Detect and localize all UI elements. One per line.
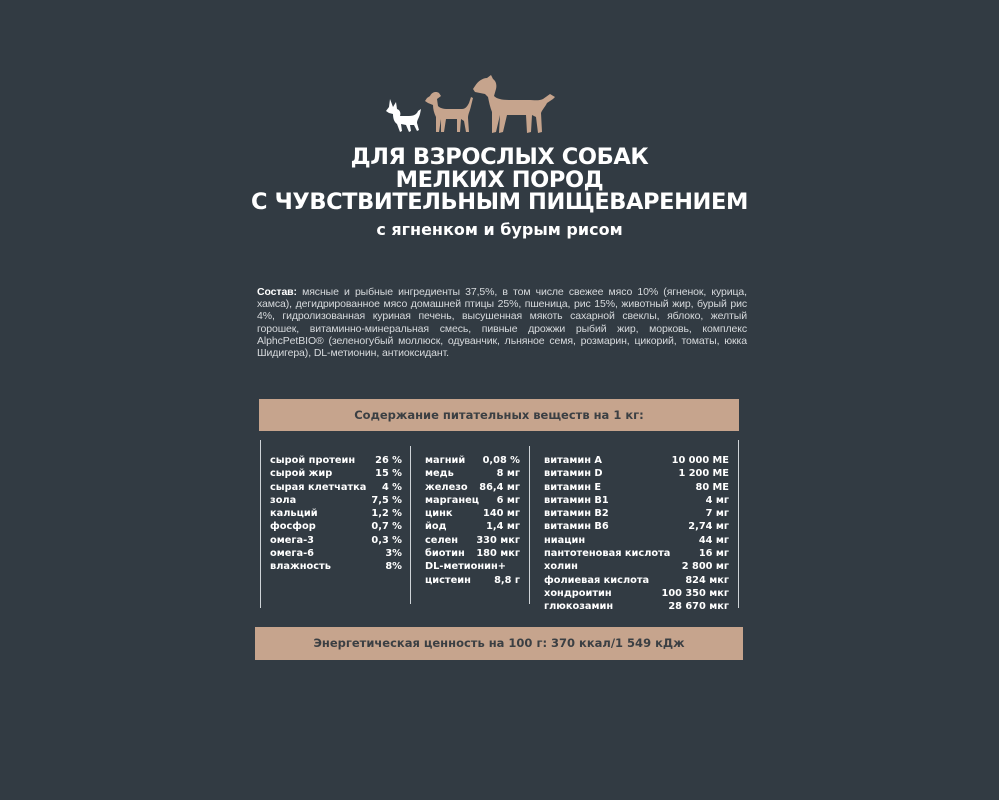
title-line: ДЛЯ ВЗРОСЛЫХ СОБАК <box>350 144 649 170</box>
nutrient-value: 15 % <box>375 468 402 480</box>
medium-dog-icon <box>424 88 476 136</box>
nutrient-name: витамин D <box>544 468 603 480</box>
nutrient-row <box>425 467 520 480</box>
nutrient-name: кальций <box>270 508 318 520</box>
nutrient-value: 140 мг <box>483 508 520 520</box>
nutrient-name: витамин В2 <box>544 508 609 520</box>
nutrient-value: 0,3 % <box>371 534 402 546</box>
nutrient-value: 330 мкг <box>476 534 520 546</box>
column-divider <box>529 446 530 604</box>
nutrient-row <box>425 560 520 573</box>
nutrient-name: витамин В1 <box>544 494 609 506</box>
column-divider <box>410 446 411 604</box>
nutrient-value: 2,74 мг <box>688 521 729 533</box>
nutrient-value: 10 000 МЕ <box>671 455 729 466</box>
nutrient-value: 44 мг <box>698 534 729 546</box>
nutrient-name: магний <box>425 455 466 466</box>
nutrient-row <box>425 534 520 547</box>
dog-size-icons <box>384 72 564 136</box>
nutrients-column-3 <box>544 454 729 614</box>
nutrient-name: хондроитин <box>544 587 612 599</box>
nutrients-column-2 <box>425 454 520 587</box>
nutrient-name: фосфор <box>270 521 316 533</box>
nutrient-name: витамин А <box>544 455 602 466</box>
nutrient-name: зола <box>270 494 297 506</box>
nutrient-row <box>544 574 729 587</box>
product-title <box>0 146 999 214</box>
nutrient-value: 180 мкг <box>476 548 520 560</box>
nutrient-value: 0,7 % <box>371 521 402 533</box>
nutrient-value: 2 800 мг <box>681 561 729 573</box>
nutrient-value: 1 200 МЕ <box>678 468 729 480</box>
nutrient-value: 8,8 г <box>494 574 520 586</box>
nutrient-row <box>544 494 729 507</box>
nutrient-name: омега-3 <box>270 534 314 546</box>
nutrient-name: влажность <box>270 561 331 573</box>
nutrient-value: 1,2 % <box>371 508 402 520</box>
nutrient-value: 16 мг <box>698 548 729 560</box>
title-line: С ЧУВСТВИТЕЛЬНЫМ ПИЩЕВАРЕНИЕМ <box>251 189 748 215</box>
nutrient-value: 0,08 % <box>482 455 520 466</box>
nutrient-row <box>544 587 729 600</box>
nutrient-value: 3% <box>385 548 402 560</box>
nutrient-value: 6 мг <box>496 494 520 506</box>
nutrient-name: омега-6 <box>270 548 314 560</box>
nutrient-value: 824 мкг <box>685 574 729 586</box>
nutrient-row <box>270 507 402 520</box>
nutrient-value: 26 % <box>375 455 402 466</box>
nutrient-row <box>270 534 402 547</box>
nutrient-row <box>544 467 729 480</box>
nutrient-row <box>544 534 729 547</box>
nutrient-row <box>544 547 729 560</box>
nutrient-value: 4 % <box>381 481 402 493</box>
nutrient-name: марганец <box>425 494 480 506</box>
nutrient-row <box>270 481 402 494</box>
nutrient-name: селен <box>425 534 459 546</box>
nutrient-row <box>270 454 402 467</box>
nutrient-row <box>270 520 402 533</box>
nutrient-value: 4 мг <box>705 494 729 506</box>
nutrient-name: сырой жир <box>270 468 333 480</box>
nutrient-value: 28 670 мкг <box>668 601 729 613</box>
nutrient-value: 8% <box>385 561 402 573</box>
nutrient-row <box>544 520 729 533</box>
nutrient-name: фолиевая кислота <box>544 574 650 586</box>
energy-value: Энергетическая ценность на 100 г: 370 ккал/1 549 кДж <box>255 627 743 660</box>
nutrient-row <box>425 507 520 520</box>
nutrient-name: цистеин <box>425 574 471 586</box>
nutrient-value: 7,5 % <box>371 494 402 506</box>
nutrient-name: холин <box>544 561 578 573</box>
nutrient-row <box>425 520 520 533</box>
nutrient-row <box>425 494 520 507</box>
nutrient-row <box>544 560 729 573</box>
nutrient-name: ниацин <box>544 534 586 546</box>
nutrient-value: 8 мг <box>496 468 520 480</box>
nutrient-name: витамин Е <box>544 481 602 493</box>
nutrient-name: сырая клетчатка <box>270 481 367 493</box>
nutrient-row <box>425 454 520 467</box>
nutrient-name: железо <box>425 481 468 493</box>
column-divider <box>260 440 261 608</box>
nutrient-name: цинк <box>425 508 453 520</box>
nutrient-name: сырой протеин <box>270 455 356 466</box>
title-line: МЕЛКИХ ПОРОД <box>395 166 604 193</box>
composition-body: мясные и рыбные ингредиенты 37,5%, в том числе свежее мясо 10% (ягненок, курица, хамса), дегидрированное мясо домашней птицы 25%, пшеница, рис 15%, животный жир, бурый рис 4%, гидролизованная куриная печень, высушенная мякоть сахарной свеклы, яблоко, желтый горошек, витаминно-минеральная смесь, пивные дрожжи рыбий жир, морковь, комплекс AlphcPetBIO® (зеленогубый моллюск, одуванчик, льняное семя, розмарин, цикорий, томаты, юкка Шидигера), DL-метионин, антиоксидант. <box>257 286 747 360</box>
nutrient-name: йод <box>425 521 447 533</box>
nutrient-row <box>270 560 402 573</box>
nutrient-value: 80 МЕ <box>695 481 729 493</box>
composition-label: Состав: <box>257 286 297 298</box>
nutrient-row <box>544 454 729 467</box>
nutrient-row <box>270 494 402 507</box>
nutrient-name: биотин <box>425 548 465 560</box>
column-divider <box>738 440 739 608</box>
nutrient-row <box>270 467 402 480</box>
nutrient-row <box>544 600 729 613</box>
nutrient-value: 86,4 мг <box>479 481 520 493</box>
nutrients-column-1 <box>270 454 402 574</box>
nutrient-name: DL-метионин+ <box>425 561 506 573</box>
large-dog-icon <box>472 72 560 136</box>
nutrient-row <box>425 481 520 494</box>
nutrient-name: пантотеновая кислота <box>544 548 671 560</box>
small-dog-icon <box>384 96 426 136</box>
composition-text <box>257 286 747 359</box>
nutrient-row <box>425 547 520 560</box>
nutrient-row <box>425 574 520 587</box>
nutrient-row <box>544 481 729 494</box>
nutrient-row <box>270 547 402 560</box>
nutrient-row <box>544 507 729 520</box>
nutrient-value: 1,4 мг <box>486 521 520 533</box>
nutrient-value: 100 350 мкг <box>661 587 729 599</box>
nutrient-name: медь <box>425 468 454 480</box>
nutrient-name: витамин В6 <box>544 521 609 533</box>
product-subtitle: с ягненком и бурым рисом <box>376 220 623 239</box>
nutrient-name: глюкозамин <box>544 601 614 613</box>
nutrient-value: 7 мг <box>705 508 729 520</box>
nutrients-header: Содержание питательных веществ на 1 кг: <box>259 399 739 431</box>
